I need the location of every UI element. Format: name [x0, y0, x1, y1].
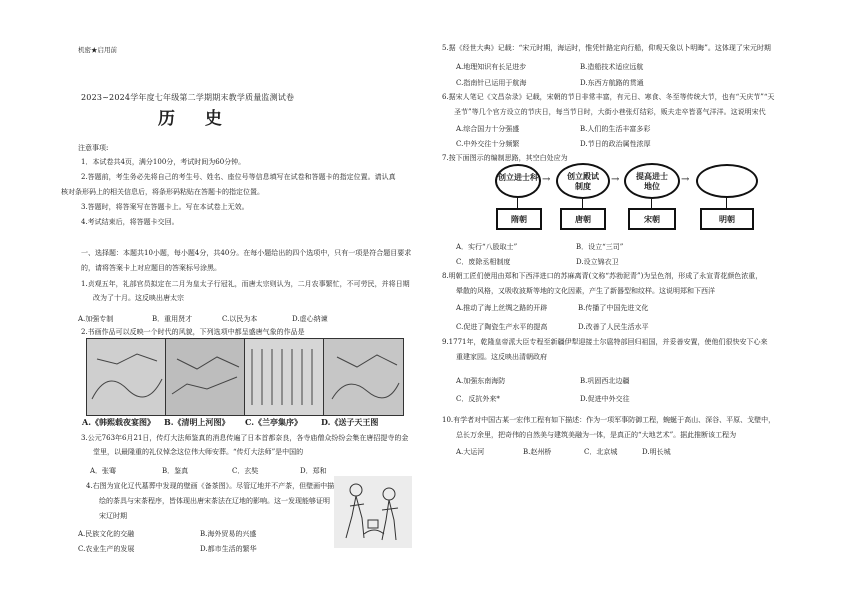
- q7-arrow-3: →: [681, 174, 690, 185]
- q7-connector-3: [651, 199, 652, 208]
- section1-instructions-a: 一、选择题：本题共10小题，每小题4分，共40分。在每小题给出的四个选项中，只有一项是符合题目要求: [81, 249, 412, 257]
- q7-node-blank: [696, 164, 758, 198]
- q4-stem-b: 绘的茶具与宋茶程序，皆体现出唐宋茶法在辽地的影响。这一发现能够证明: [99, 497, 330, 505]
- q5-option-b: B.造船技术适应远航: [580, 63, 644, 71]
- q7-dynasty-ming: 明朝: [700, 208, 754, 230]
- q7-option-b: B．设立“三司”: [576, 243, 624, 251]
- q10-stem-b: 总长万余里，把奇伟的自然美与建筑美融为一体，是真正的“大地艺术”。据此推断该工程为: [456, 431, 737, 439]
- section1-instructions-b: 的，请将答案卡上对应题目的答案标号涂黑。: [81, 264, 221, 272]
- q8-stem-b: 晕散的风格，又吸收波斯等地的文化因素，产生了新器型和纹样。这说明郑和下西洋: [456, 287, 715, 295]
- q2-caption-b: B.《清明上河图》: [164, 417, 230, 427]
- q8-option-d: D.改善了人民生活水平: [578, 323, 649, 331]
- q4-stem-c: 宋辽时期: [99, 512, 127, 520]
- note-1: 1．本试卷共4页，满分100分，考试时间为60分钟。: [81, 158, 246, 166]
- q4-stem-a: 4.右图为宣化辽代墓葬中发现的壁画《备茶图》。尽管辽地并不产茶，但壁画中描: [86, 482, 335, 490]
- q4-option-b: B.海外贸易的兴盛: [200, 530, 257, 538]
- q9-option-a: A.加强东南海防: [456, 377, 506, 385]
- q7-arrow-2: →: [611, 174, 620, 185]
- q3-option-c: C．玄奘: [232, 467, 259, 475]
- q1-option-c: C.以民为本: [222, 315, 258, 323]
- q8-option-a: A.推动了海上丝绸之路的开辟: [456, 304, 548, 312]
- q3-stem-a: 3.公元763年6月21日，传灯大法师鉴真的消息传遍了日本首都奈良，各寺庙僧众纷纷会集在唐招提寺的金: [81, 434, 409, 442]
- q7-node-jinshi: 创立进士科: [495, 164, 541, 198]
- q7-option-c: C．废除丞相制度: [456, 258, 511, 266]
- q6-option-a: A.综合国力十分强盛: [456, 125, 520, 133]
- q8-option-b: B.传播了中国先进文化: [578, 304, 649, 312]
- q7-dynasty-tang: 唐朝: [560, 208, 606, 230]
- q4-option-d: D.都市生活的繁华: [200, 545, 257, 553]
- q2-caption-c: C.《兰亭集序》: [245, 417, 303, 427]
- q2-stem: 2.书画作品可以反映一个时代的风貌，下列选项中都呈盛唐气象的作品是: [81, 328, 305, 336]
- q9-stem-a: 9.1771年，乾隆皇帝派大臣专程至新疆伊犁迎接土尔扈特部回归祖国，并妥善安置，使他们很快安下心来: [442, 338, 768, 346]
- q2-caption-a: A.《韩熙载夜宴图》: [82, 417, 155, 427]
- q4-option-a: A.民族文化的交融: [78, 530, 135, 538]
- q4-option-c: C.农业生产的发展: [78, 545, 135, 553]
- q1-stem-a: 1.贞观五年，礼部官员拟定在二月为皇太子行冠礼，而唐太宗则认为，二月农事繁忙，不可劳民，并将日期: [81, 280, 410, 288]
- q7-connector-1: [517, 198, 518, 208]
- confidential-mark: 机密★启用前: [78, 46, 117, 54]
- notes-heading: 注意事项:: [78, 144, 109, 152]
- q8-stem-a: 8.明朝工匠们使用由郑和下西洋进口的苏麻离青(文称“苏勃泥青”)为呈色剂，形成了永宣青花颜色浓重，: [442, 272, 763, 280]
- note-4: 4.考试结束后，将答题卡交回。: [81, 218, 179, 226]
- q8-option-c: C.促进了陶瓷生产水平的提高: [456, 323, 548, 331]
- q7-option-a: A．实行“八股取士”: [456, 243, 518, 251]
- q7-dynasty-song: 宋朝: [628, 208, 676, 230]
- subject-title: 历 史: [158, 109, 234, 129]
- note-2a: 2.答题前，考生务必先将自己的考生号、姓名、座位号等信息填写在试卷和答题卡的指定位置。请认真: [81, 173, 396, 181]
- q6-option-c: C.中外交往十分频繁: [456, 140, 520, 148]
- note-3: 3.答题时，将答案写在答题卡上。写在本试卷上无效。: [81, 203, 249, 211]
- q5-option-d: D.东西方航路的贯通: [580, 79, 644, 87]
- q7-stem: 7.按下面图示的编制思路，其空白处应为: [442, 154, 568, 162]
- q10-option-d: D.明长城: [642, 448, 671, 456]
- q10-stem-a: 10.有学者对中国古某一宏伟工程有如下描述：作为一项军事防御工程，蜿蜒于高山、深谷、平原、戈壁中，: [442, 416, 776, 424]
- q1-option-a: A.加强专制: [78, 315, 114, 323]
- q7-node-dianshi: 创立殿试制度: [556, 163, 610, 199]
- q6-option-d: D.节日的政治属性浓厚: [580, 140, 651, 148]
- exam-title: 2023~2024学年度七年级第二学期期末教学质量监测试卷: [81, 93, 295, 102]
- q10-option-a: A.大运河: [456, 448, 485, 456]
- q1-stem-b: 改为了十月。这反映出唐太宗: [93, 294, 184, 302]
- q7-node-status: 提高进士地位: [624, 163, 680, 199]
- q3-option-d: D．郑和: [300, 467, 327, 475]
- q7-connector-4: [726, 198, 727, 208]
- q7-option-d: D.设立锦衣卫: [576, 258, 619, 266]
- q9-stem-b: 重建家园。这反映出清朝政府: [456, 353, 547, 361]
- q9-option-d: D.促进中外交往: [580, 395, 630, 403]
- q1-option-d: D.虚心纳谏: [292, 315, 328, 323]
- q10-option-c: C．北京城: [584, 448, 618, 456]
- q4-tea-mural-image: [334, 476, 412, 548]
- q9-option-b: B.巩固西北边疆: [580, 377, 630, 385]
- q2-artworks-image: [86, 338, 404, 416]
- q7-connector-2: [582, 199, 583, 208]
- q6-stem-a: 6.据宋人笔记《文昌杂录》记载，宋朝的节日非常丰富，有元日、寒食、冬至等传统大节，也有“天庆节”“天: [442, 93, 775, 101]
- q5-option-c: C.指南针已运用于航海: [456, 79, 527, 87]
- q6-stem-b: 圣节”等几个官方设立的节庆日，每当节日时，大街小巷张灯结彩，贩夫走卒皆喜气洋洋。这说明宋代: [454, 108, 766, 116]
- q3-stem-b: 堂里，以最隆重的礼仪悼念这位伟大师安葬。“传灯大法师”是中国的: [93, 448, 304, 456]
- q3-option-b: B．鉴真: [162, 467, 189, 475]
- q2-caption-d: D.《送子天王图: [321, 417, 379, 427]
- q9-option-c: C．反抗外来*: [456, 395, 500, 403]
- q7-dynasty-sui: 隋朝: [496, 208, 542, 230]
- q6-option-b: B.人们的生活丰富多彩: [580, 125, 651, 133]
- q1-option-b: B．重用贤才: [152, 315, 193, 323]
- note-2b: 核对条形码上的相关信息后，将条形码粘贴在答题卡的指定位置。: [61, 188, 264, 196]
- q5-option-a: A.地理知识有长足进步: [456, 63, 527, 71]
- q3-option-a: A．张骞: [90, 467, 117, 475]
- q10-option-b: B.赵州桥: [523, 448, 552, 456]
- q5-stem: 5.据《经世大典》记载：“宋元时期，海运时，惟凭针路定向行船，仰观天象以卜明晦”。这体现了宋元时期: [442, 44, 771, 52]
- q7-arrow-1: →: [542, 174, 551, 185]
